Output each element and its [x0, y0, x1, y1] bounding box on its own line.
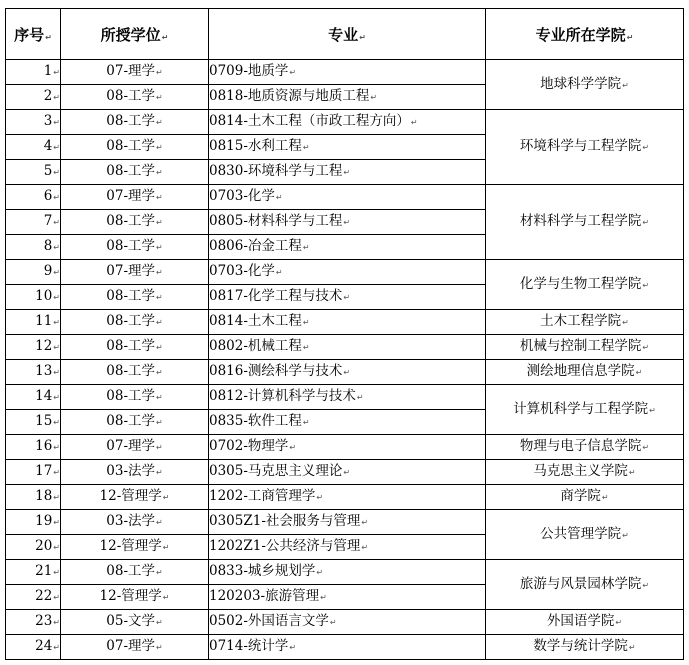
college-cell	[486, 260, 684, 310]
row-number-cell-text: 15	[35, 413, 53, 429]
table-row	[6, 560, 684, 585]
major-cell-text: 0814-土木工程（市政工程方向）	[209, 113, 410, 129]
table-row	[6, 110, 684, 135]
major-cell-text: 0816-测绘科学与技术	[209, 363, 343, 379]
major-cell-text: 0812-计算机科学与技术	[209, 388, 356, 404]
paragraph-mark-icon: ↵	[53, 593, 60, 602]
table-row	[6, 60, 684, 85]
table-header	[6, 9, 684, 60]
college-cell-text: 测绘地理信息学院	[526, 363, 635, 379]
majors-table	[5, 8, 684, 660]
degree-cell	[61, 635, 209, 660]
paragraph-mark-icon: ↵	[622, 80, 629, 90]
degree-cell	[61, 210, 209, 235]
major-cell	[209, 335, 486, 360]
degree-cell-text: 08-工学	[106, 138, 156, 154]
degree-cell-text: 03-法学	[106, 513, 156, 529]
degree-cell	[61, 335, 209, 360]
paragraph-mark-icon: ↵	[156, 343, 163, 352]
paragraph-mark-icon: ↵	[343, 293, 351, 302]
paragraph-mark-icon: ↵	[53, 468, 60, 477]
row-number-cell-text: 13	[35, 363, 53, 379]
paragraph-mark-icon: ↵	[156, 68, 163, 77]
major-cell	[209, 585, 486, 610]
college-cell-text: 环境科学与工程学院	[519, 138, 642, 154]
degree-cell	[61, 410, 209, 435]
paragraph-mark-icon: ↵	[156, 443, 163, 452]
paragraph-mark-icon: ↵	[370, 93, 378, 102]
college-cell	[486, 360, 684, 385]
table-row	[6, 310, 684, 335]
degree-cell-text: 08-工学	[106, 563, 156, 579]
paragraph-mark-icon: ↵	[156, 318, 163, 327]
college-cell	[486, 385, 684, 435]
degree-cell	[61, 435, 209, 460]
college-cell	[486, 485, 684, 510]
table-row	[6, 610, 684, 635]
major-cell-text: 0714-统计学	[209, 638, 289, 654]
row-number-cell	[6, 435, 61, 460]
paragraph-mark-icon: ↵	[642, 280, 650, 290]
row-number-cell-text: 10	[35, 288, 53, 304]
table-row	[6, 260, 684, 285]
college-cell-text: 土木工程学院	[540, 313, 622, 329]
major-cell	[209, 610, 486, 635]
table-row	[6, 185, 684, 210]
college-cell	[486, 435, 684, 460]
major-cell	[209, 535, 486, 560]
paragraph-mark-icon: ↵	[53, 268, 60, 277]
paragraph-mark-icon: ↵	[359, 32, 366, 42]
row-number-cell	[6, 560, 61, 585]
degree-cell-text: 08-工学	[106, 288, 156, 304]
paragraph-mark-icon: ↵	[302, 318, 310, 327]
paragraph-mark-icon: ↵	[302, 343, 310, 352]
degree-cell-text: 08-工学	[106, 113, 156, 129]
paragraph-mark-icon: ↵	[356, 393, 364, 402]
college-cell-text: 外国语学院	[546, 613, 615, 629]
major-cell-text: 0818-地质资源与地质工程	[209, 88, 370, 104]
major-cell-text: 1202-工商管理学	[209, 488, 316, 504]
paragraph-mark-icon: ↵	[302, 418, 310, 427]
major-cell	[209, 110, 486, 135]
paragraph-mark-icon: ↵	[302, 243, 310, 252]
paragraph-mark-icon: ↵	[316, 493, 324, 502]
paragraph-mark-icon: ↵	[53, 93, 60, 102]
college-cell-text: 公共管理学院	[540, 525, 622, 542]
row-number-cell-text: 8	[43, 238, 53, 254]
degree-cell-text: 08-工学	[106, 163, 156, 179]
row-number-cell-text: 23	[35, 613, 53, 629]
paragraph-mark-icon: ↵	[53, 343, 60, 352]
paragraph-mark-icon: ↵	[53, 418, 60, 427]
degree-cell	[61, 610, 209, 635]
major-cell-text: 0835-软件工程	[209, 413, 302, 429]
degree-cell	[61, 110, 209, 135]
college-cell-text: 旅游与风景园林学院	[519, 575, 642, 592]
major-cell-text: 0305Z1-社会服务与管理	[209, 513, 361, 529]
row-number-cell	[6, 135, 61, 160]
major-cell	[209, 285, 486, 310]
table-row	[6, 435, 684, 460]
paragraph-mark-icon: ↵	[289, 443, 297, 452]
paragraph-mark-icon: ↵	[289, 68, 297, 77]
row-number-cell	[6, 285, 61, 310]
major-cell-text: 0305-马克思主义理论	[209, 463, 343, 479]
paragraph-mark-icon: ↵	[53, 68, 60, 77]
major-cell-text: 0815-水利工程	[209, 138, 302, 154]
row-number-cell	[6, 385, 61, 410]
paragraph-mark-icon: ↵	[642, 218, 650, 227]
college-cell-text: 物理与电子信息学院	[519, 438, 642, 454]
major-cell	[209, 310, 486, 335]
major-cell	[209, 560, 486, 585]
college-cell	[486, 110, 684, 185]
header-degree: 所授学位↵	[61, 9, 209, 60]
degree-cell-text: 07-理学	[106, 63, 156, 79]
table-row	[6, 360, 684, 385]
row-number-cell	[6, 110, 61, 135]
paragraph-mark-icon: ↵	[53, 393, 60, 402]
college-cell	[486, 310, 684, 335]
major-cell-text: 0830-环境科学与工程	[209, 163, 343, 179]
paragraph-mark-icon: ↵	[649, 405, 656, 415]
paragraph-mark-icon: ↵	[156, 93, 163, 102]
degree-cell	[61, 310, 209, 335]
degree-cell	[61, 85, 209, 110]
college-cell	[486, 335, 684, 360]
major-cell-text: 0703-化学	[209, 263, 275, 279]
major-cell	[209, 185, 486, 210]
paragraph-mark-icon: ↵	[156, 218, 163, 227]
row-number-cell-text: 24	[35, 638, 53, 654]
degree-cell-text: 07-理学	[106, 638, 156, 654]
degree-cell-text: 08-工学	[106, 238, 156, 254]
header-seq: 序号↵	[6, 9, 61, 60]
college-cell	[486, 510, 684, 560]
major-cell	[209, 85, 486, 110]
row-number-cell-text: 1	[43, 63, 53, 79]
degree-cell-text: 05-文学	[106, 613, 156, 629]
row-number-cell	[6, 635, 61, 660]
header-row	[6, 9, 684, 60]
paragraph-mark-icon: ↵	[53, 118, 60, 127]
paragraph-mark-icon: ↵	[53, 443, 60, 452]
degree-cell-text: 08-工学	[106, 338, 156, 354]
paragraph-mark-icon: ↵	[156, 268, 163, 277]
row-number-cell-text: 12	[35, 338, 53, 354]
college-cell	[486, 560, 684, 610]
degree-cell	[61, 135, 209, 160]
college-cell-text: 商学院	[560, 488, 601, 504]
paragraph-mark-icon: ↵	[53, 218, 60, 227]
degree-cell-text: 12-管理学	[99, 538, 162, 554]
paragraph-mark-icon: ↵	[53, 243, 60, 252]
paragraph-mark-icon: ↵	[622, 318, 629, 327]
row-number-cell-text: 19	[35, 513, 53, 529]
major-cell	[209, 210, 486, 235]
table-body	[6, 60, 684, 660]
college-cell	[486, 460, 684, 485]
row-number-cell	[6, 60, 61, 85]
major-cell	[209, 60, 486, 85]
paragraph-mark-icon: ↵	[329, 618, 337, 627]
paragraph-mark-icon: ↵	[53, 518, 60, 527]
degree-cell-text: 08-工学	[106, 213, 156, 229]
paragraph-mark-icon: ↵	[289, 643, 297, 652]
row-number-cell-text: 16	[35, 438, 53, 454]
row-number-cell-text: 5	[43, 163, 53, 179]
paragraph-mark-icon: ↵	[53, 568, 60, 577]
row-number-cell	[6, 185, 61, 210]
major-cell	[209, 485, 486, 510]
college-cell-text: 材料科学与工程学院	[519, 213, 642, 229]
major-cell	[209, 410, 486, 435]
table-row	[6, 460, 684, 485]
degree-cell-text: 08-工学	[106, 363, 156, 379]
paragraph-mark-icon: ↵	[343, 468, 351, 477]
major-cell	[209, 635, 486, 660]
degree-cell	[61, 185, 209, 210]
row-number-cell	[6, 310, 61, 335]
row-number-cell-text: 11	[35, 313, 53, 329]
row-number-cell-text: 4	[43, 138, 53, 154]
degree-cell-text: 08-工学	[106, 313, 156, 329]
major-cell-text: 0814-土木工程	[209, 313, 302, 329]
paragraph-mark-icon: ↵	[156, 243, 163, 252]
row-number-cell-text: 9	[43, 263, 53, 279]
degree-cell	[61, 560, 209, 585]
paragraph-mark-icon: ↵	[302, 143, 310, 152]
row-number-cell	[6, 85, 61, 110]
paragraph-mark-icon: ↵	[53, 143, 60, 152]
college-cell-text: 马克思主义学院	[533, 463, 628, 479]
paragraph-mark-icon: ↵	[642, 143, 650, 152]
degree-cell	[61, 285, 209, 310]
degree-cell-text: 12-管理学	[99, 588, 162, 604]
college-cell	[486, 185, 684, 260]
paragraph-mark-icon: ↵	[53, 493, 60, 502]
table-row	[6, 335, 684, 360]
degree-cell	[61, 585, 209, 610]
major-cell	[209, 510, 486, 535]
paragraph-mark-icon: ↵	[156, 168, 163, 177]
paragraph-mark-icon: ↵	[53, 318, 60, 327]
table-row	[6, 510, 684, 535]
major-cell-text: 0806-冶金工程	[209, 238, 302, 254]
paragraph-mark-icon: ↵	[156, 368, 163, 377]
row-number-cell-text: 14	[35, 388, 53, 404]
paragraph-mark-icon: ↵	[361, 543, 369, 552]
major-cell-text: 0833-城乡规划学	[209, 563, 316, 579]
paragraph-mark-icon: ↵	[343, 218, 351, 227]
major-cell-text: 0802-机械工程	[209, 338, 302, 354]
paragraph-mark-icon: ↵	[53, 618, 60, 627]
college-cell-text: 数学与统计学院	[533, 638, 628, 654]
major-cell	[209, 460, 486, 485]
paragraph-mark-icon: ↵	[53, 368, 60, 377]
paragraph-mark-icon: ↵	[635, 368, 643, 377]
paragraph-mark-icon: ↵	[156, 118, 163, 127]
major-cell-text: 0703-化学	[209, 188, 275, 204]
paragraph-mark-icon: ↵	[320, 593, 327, 602]
paragraph-mark-icon: ↵	[642, 443, 650, 452]
row-number-cell-text: 3	[43, 113, 53, 129]
paragraph-mark-icon: ↵	[53, 293, 60, 302]
row-number-cell-text: 18	[35, 488, 53, 504]
degree-cell	[61, 235, 209, 260]
paragraph-mark-icon: ↵	[156, 293, 163, 302]
paragraph-mark-icon: ↵	[162, 593, 170, 602]
paragraph-mark-icon: ↵	[162, 543, 170, 552]
degree-cell	[61, 360, 209, 385]
row-number-cell	[6, 335, 61, 360]
degree-cell-text: 08-工学	[106, 88, 156, 104]
major-cell	[209, 360, 486, 385]
paragraph-mark-icon: ↵	[156, 418, 163, 427]
degree-cell	[61, 160, 209, 185]
paragraph-mark-icon: ↵	[156, 468, 163, 477]
paragraph-mark-icon: ↵	[156, 143, 163, 152]
row-number-cell-text: 21	[35, 563, 53, 579]
row-number-cell-text: 2	[43, 88, 53, 104]
row-number-cell	[6, 260, 61, 285]
paragraph-mark-icon: ↵	[53, 193, 60, 202]
paragraph-mark-icon: ↵	[162, 493, 170, 502]
major-cell-text: 0817-化学工程与技术	[209, 288, 343, 304]
paragraph-mark-icon: ↵	[156, 568, 163, 577]
header-major: 专业↵	[209, 9, 486, 60]
major-cell	[209, 160, 486, 185]
row-number-cell	[6, 410, 61, 435]
table-row	[6, 635, 684, 660]
degree-cell-text: 08-工学	[106, 413, 156, 429]
table-row	[6, 385, 684, 410]
college-cell-text: 计算机科学与工程学院	[513, 400, 649, 417]
degree-cell-text: 07-理学	[106, 263, 156, 279]
degree-cell	[61, 460, 209, 485]
paragraph-mark-icon: ↵	[275, 268, 283, 277]
paragraph-mark-icon: ↵	[53, 168, 60, 177]
paragraph-mark-icon: ↵	[410, 118, 418, 127]
major-cell	[209, 135, 486, 160]
row-number-cell-text: 6	[43, 188, 53, 204]
row-number-cell	[6, 160, 61, 185]
row-number-cell	[6, 460, 61, 485]
paragraph-mark-icon: ↵	[628, 643, 636, 652]
paragraph-mark-icon: ↵	[343, 168, 351, 177]
paragraph-mark-icon: ↵	[642, 343, 650, 352]
row-number-cell	[6, 360, 61, 385]
degree-cell	[61, 385, 209, 410]
row-number-cell-text: 17	[35, 463, 53, 479]
paragraph-mark-icon: ↵	[615, 618, 623, 627]
degree-cell	[61, 60, 209, 85]
paragraph-mark-icon: ↵	[601, 493, 609, 502]
college-cell	[486, 60, 684, 110]
row-number-cell	[6, 485, 61, 510]
paragraph-mark-icon: ↵	[626, 32, 634, 42]
degree-cell	[61, 510, 209, 535]
paragraph-mark-icon: ↵	[361, 518, 369, 527]
major-cell	[209, 235, 486, 260]
paragraph-mark-icon: ↵	[622, 530, 629, 540]
header-college: 专业所在学院↵	[486, 9, 684, 60]
major-cell-text: 0709-地质学	[209, 63, 289, 79]
paragraph-mark-icon: ↵	[275, 193, 283, 202]
college-cell	[486, 635, 684, 660]
row-number-cell	[6, 210, 61, 235]
row-number-cell	[6, 535, 61, 560]
paragraph-mark-icon: ↵	[45, 32, 52, 42]
degree-cell	[61, 260, 209, 285]
degree-cell	[61, 485, 209, 510]
paragraph-mark-icon: ↵	[628, 468, 636, 477]
major-cell	[209, 435, 486, 460]
paragraph-mark-icon: ↵	[642, 580, 650, 590]
row-number-cell	[6, 510, 61, 535]
major-cell-text: 1202Z1-公共经济与管理	[209, 538, 361, 554]
paragraph-mark-icon: ↵	[156, 393, 163, 402]
row-number-cell-text: 22	[35, 588, 53, 604]
paragraph-mark-icon: ↵	[156, 193, 163, 202]
major-cell	[209, 260, 486, 285]
major-cell-text: 0805-材料科学与工程	[209, 213, 343, 229]
major-cell-text: 0702-物理学	[209, 438, 289, 454]
college-cell-text: 地球科学学院	[540, 75, 622, 92]
college-cell-text: 化学与生物工程学院	[519, 275, 642, 292]
major-cell	[209, 385, 486, 410]
row-number-cell	[6, 235, 61, 260]
row-number-cell	[6, 585, 61, 610]
paragraph-mark-icon: ↵	[161, 32, 169, 42]
paragraph-mark-icon: ↵	[156, 643, 163, 652]
degree-cell-text: 12-管理学	[99, 488, 162, 504]
major-cell-text: 0502-外国语言文学	[209, 613, 329, 629]
table-row	[6, 485, 684, 510]
paragraph-mark-icon: ↵	[53, 643, 60, 652]
major-cell-text: 120203-旅游管理	[209, 588, 320, 604]
row-number-cell-text: 7	[43, 213, 53, 229]
paragraph-mark-icon: ↵	[53, 543, 60, 552]
college-cell-text: 机械与控制工程学院	[519, 338, 642, 354]
degree-cell-text: 07-理学	[106, 188, 156, 204]
degree-cell-text: 07-理学	[106, 438, 156, 454]
degree-cell	[61, 535, 209, 560]
paragraph-mark-icon: ↵	[343, 368, 351, 377]
paragraph-mark-icon: ↵	[156, 618, 163, 627]
row-number-cell	[6, 610, 61, 635]
paragraph-mark-icon: ↵	[156, 518, 163, 527]
row-number-cell-text: 20	[35, 538, 53, 554]
degree-cell-text: 08-工学	[106, 388, 156, 404]
college-cell	[486, 610, 684, 635]
degree-cell-text: 03-法学	[106, 463, 156, 479]
paragraph-mark-icon: ↵	[316, 568, 324, 577]
